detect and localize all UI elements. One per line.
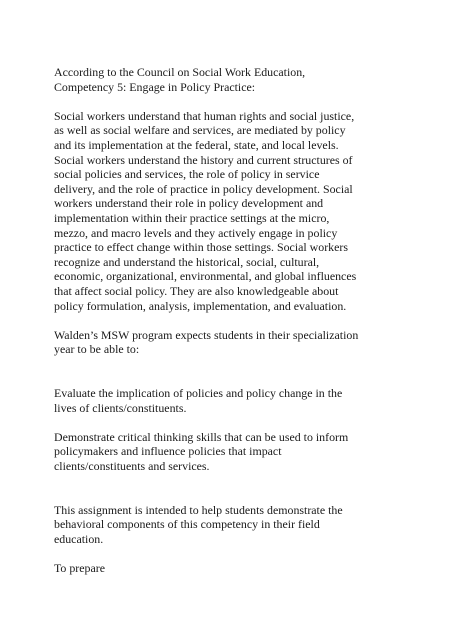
text-line: policy formulation, analysis, implementation, and evaluation.: [54, 298, 347, 313]
text-line: recognize and understand the historical, social, cultural,: [54, 254, 320, 269]
paragraph-spacer: [54, 547, 399, 562]
text-line: Demonstrate critical thinking skills that can be used to inform: [54, 429, 349, 444]
paragraph-objective-demonstrate: [54, 430, 399, 474]
paragraph-spacer: [54, 313, 399, 328]
paragraph-to-prepare: [54, 561, 399, 576]
text-line: Evaluate the implication of policies and policy change in the: [54, 386, 343, 401]
text-line: workers understand their role in policy development and: [54, 196, 324, 211]
text-line: that affect social policy. They are also knowledgeable about: [54, 283, 339, 298]
text-line: year to be able to:: [54, 342, 140, 357]
text-line: mezzo, and macro levels and they actively engage in policy: [54, 225, 338, 240]
text-line: social policies and services, the role of policy in service: [54, 167, 320, 182]
text-line: implementation within their practice settings at the micro,: [54, 210, 330, 225]
paragraph-program-expectation: [54, 328, 399, 357]
text-line: education.: [54, 532, 104, 546]
text-line: Walden’s MSW program expects students in their specialization: [54, 327, 359, 342]
text-line: This assignment is intended to help students demonstrate the: [54, 502, 343, 517]
text-line: and its implementation at the federal, state, and local levels.: [54, 137, 339, 152]
text-line: Social workers understand the history and current structures of: [54, 152, 353, 167]
paragraph-spacer: [54, 94, 399, 109]
text-line: delivery, and the role of practice in policy development. Social: [54, 181, 353, 196]
text-line: lives of clients/constituents.: [54, 400, 187, 415]
text-line: policymakers and influence policies that impact: [54, 444, 282, 459]
paragraph-spacer: [54, 357, 399, 386]
text-line: clients/constituents and services.: [54, 459, 210, 474]
paragraph-competency-description: [54, 109, 399, 313]
paragraph-spacer: [54, 474, 399, 503]
text-line: To prepare: [54, 561, 105, 576]
paragraph-intro: [54, 65, 399, 94]
text-line: practice to effect change within those settings. Social workers: [54, 240, 348, 255]
text-line: According to the Council on Social Work Education,: [54, 65, 306, 79]
text-line: as well as social welfare and services, are mediated by policy: [54, 123, 346, 138]
text-line: behavioral components of this competency in their field: [54, 517, 320, 532]
document-body: [54, 65, 399, 576]
paragraph-spacer: [54, 415, 399, 430]
text-line: Social workers understand that human rights and social justice,: [54, 108, 355, 123]
paragraph-assignment-purpose: [54, 503, 399, 547]
paragraph-objective-evaluate: [54, 386, 399, 415]
text-line: economic, organizational, environmental, and global influences: [54, 269, 357, 284]
text-line: Competency 5: Engage in Policy Practice:: [54, 79, 256, 94]
